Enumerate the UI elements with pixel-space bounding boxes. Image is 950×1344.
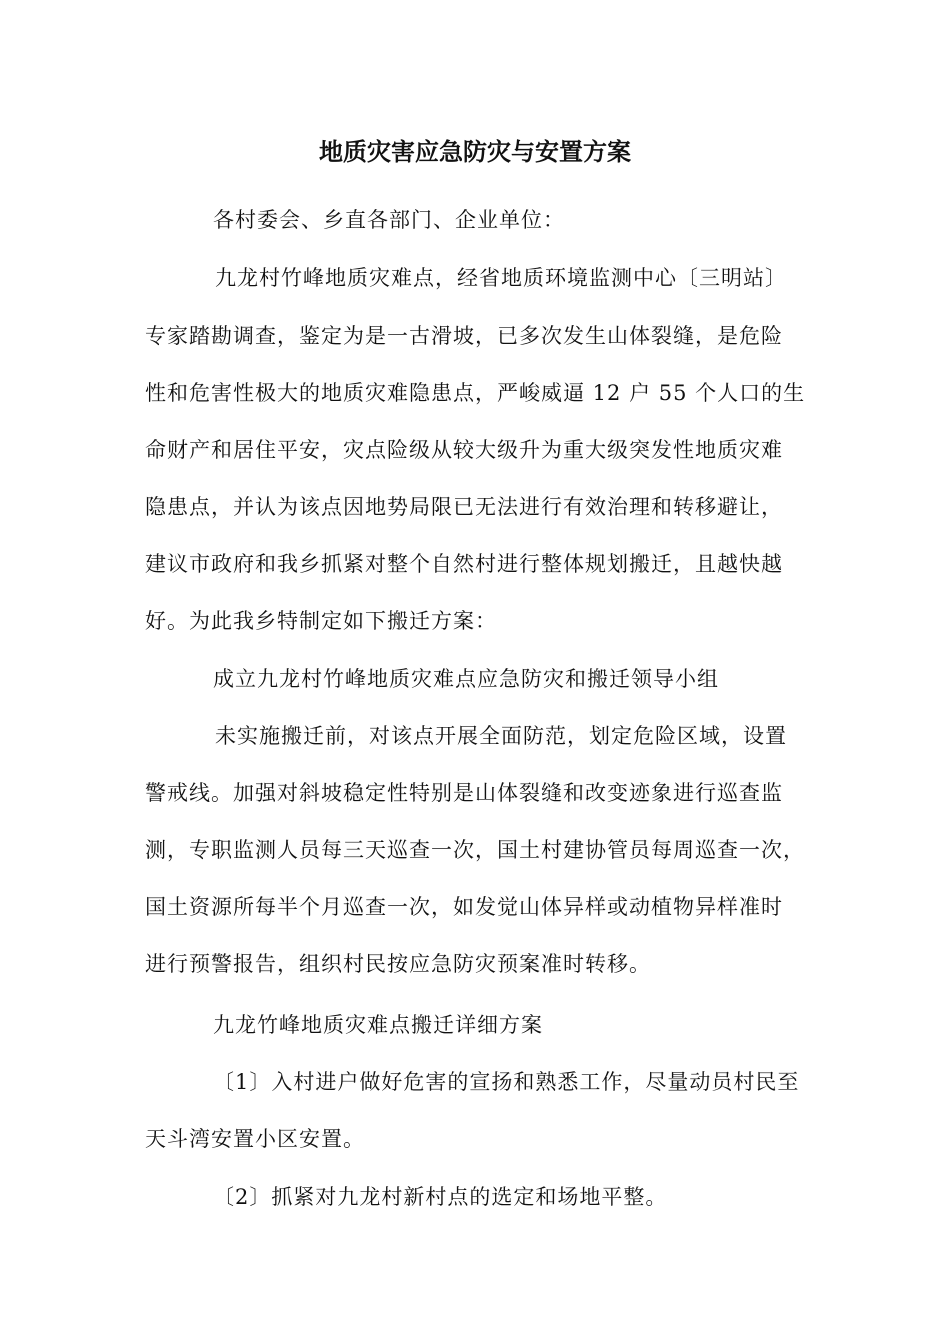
- paragraph-line: 性和危害性极大的地质灾难隐患点，严峻威逼 12 户 55 个人口的生: [145, 381, 806, 405]
- salutation-line: 各村委会、乡直各部门、企业单位：: [213, 208, 565, 232]
- section-heading: 九龙竹峰地质灾难点搬迁详细方案: [213, 1013, 543, 1037]
- paragraph-line: 进行预警报告，组织村民按应急防灾预案准时转移。: [145, 952, 651, 976]
- paragraph-line: 未实施搬迁前，对该点开展全面防范，划定危险区域，设置: [215, 724, 787, 748]
- paragraph-line: 命财产和居住平安，灾点险级从较大级升为重大级突发性地质灾难: [145, 438, 783, 462]
- paragraph-line: 测，专职监测人员每三天巡查一次，国土村建协管员每周巡查一次，: [145, 838, 805, 862]
- list-item-line: 天斗湾安置小区安置。: [145, 1127, 365, 1151]
- paragraph-line: 专家踏勘调查，鉴定为是一古滑坡，已多次发生山体裂缝，是危险: [145, 324, 783, 348]
- document-title: 地质灾害应急防灾与安置方案: [319, 138, 631, 166]
- section-heading: 成立九龙村竹峰地质灾难点应急防灾和搬迁领导小组: [213, 667, 719, 691]
- paragraph-line: 九龙村竹峰地质灾难点，经省地质环境监测中心〔三明站〕: [215, 266, 787, 290]
- paragraph-line: 隐患点，并认为该点因地势局限已无法进行有效治理和转移避让，: [145, 495, 783, 519]
- list-item-line: 〔2〕抓紧对九龙村新村点的选定和场地平整。: [213, 1185, 668, 1209]
- paragraph-line: 国土资源所每半个月巡查一次，如发觉山体异样或动植物异样准时: [145, 895, 783, 919]
- paragraph-line: 好。为此我乡特制定如下搬迁方案：: [145, 609, 497, 633]
- paragraph-line: 警戒线。加强对斜坡稳定性特别是山体裂缝和改变迹象进行巡查监: [145, 781, 783, 805]
- list-item-line: 〔1〕入村进户做好危害的宣扬和熟悉工作，尽量动员村民至: [213, 1070, 800, 1094]
- paragraph-line: 建议市政府和我乡抓紧对整个自然村进行整体规划搬迁，且越快越: [145, 552, 783, 576]
